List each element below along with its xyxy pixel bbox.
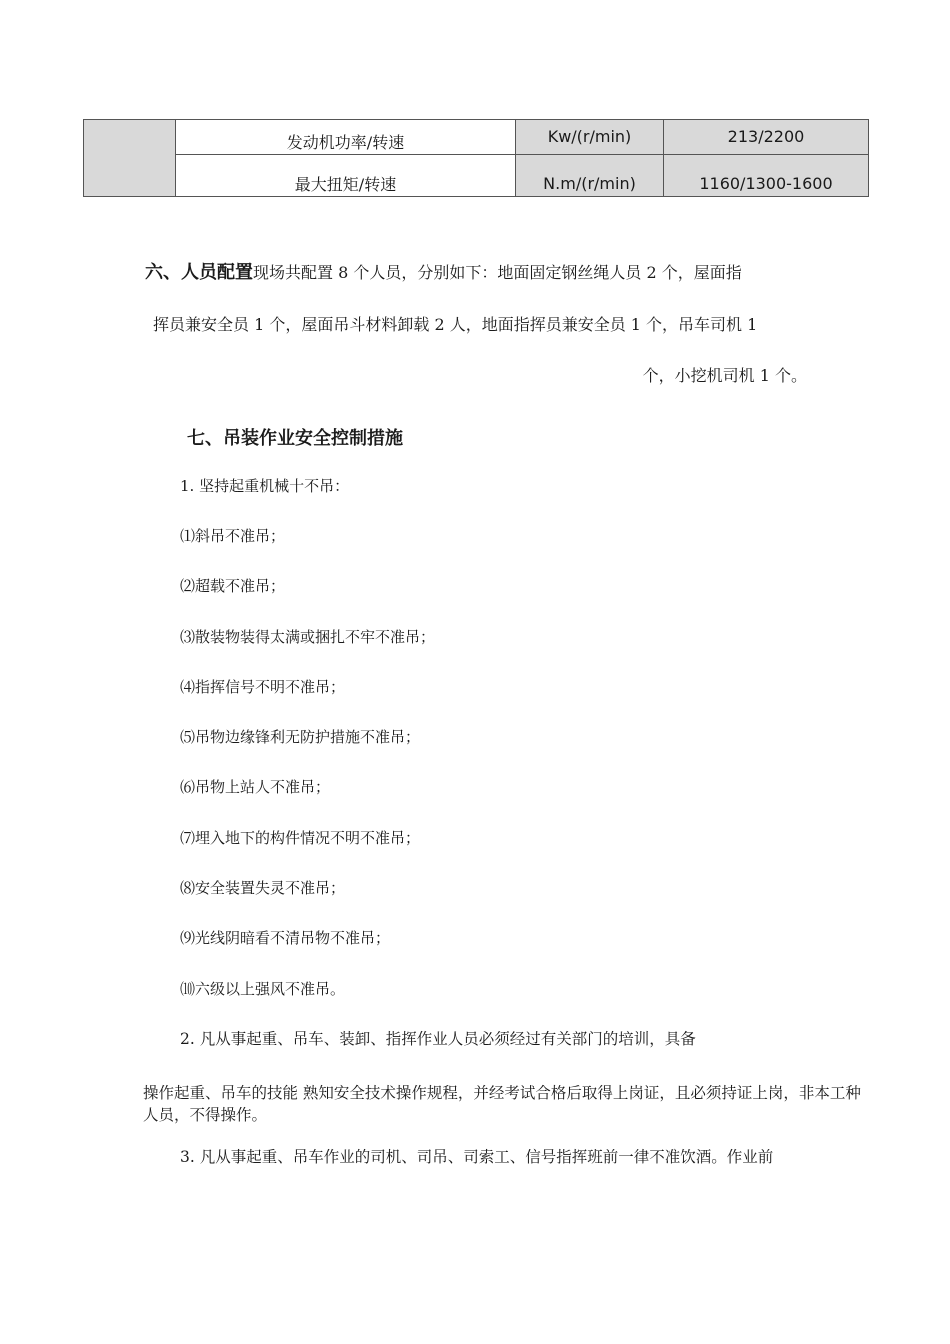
rule-item: ⑶散装物装得太满或捆扎不牢不准吊； [180, 628, 436, 646]
param-name-cell: 发动机功率/转速 [176, 120, 516, 155]
rule-item: ⑽六级以上强风不准吊。 [180, 980, 346, 998]
spec-table [83, 119, 869, 197]
section7-heading: 七、吊装作业安全控制措施 [187, 428, 403, 449]
section6-heading: 六、人员配置 [145, 262, 253, 283]
section6-paragraph [145, 261, 742, 285]
unit-cell: N.m/(r/min) [516, 155, 664, 197]
item1-title: 1. 坚持起重机械十不吊： [180, 477, 350, 495]
section6-text-line3: 个，小挖机司机 1 个。 [642, 366, 807, 385]
item2-line1: 2. 凡从事起重、吊车、装卸、指挥作业人员必须经过有关部门的培训，具备 [180, 1030, 696, 1048]
table-row [84, 120, 869, 155]
param-name-cell: 最大扭矩/转速 [176, 155, 516, 197]
rule-item: ⑸吊物边缘锋利无防护措施不准吊； [180, 728, 421, 746]
table-row [84, 155, 869, 197]
rule-item: ⑵超载不准吊； [180, 577, 286, 595]
section6-text-line2: 挥员兼安全员 1 个，屋面吊斗材料卸载 2 人，地面指挥员兼安全员 1 个，吊车司机 1 [153, 315, 758, 334]
unit-cell: Kw/(r/min) [516, 120, 664, 155]
value-cell: 1160/1300-1600 [664, 155, 869, 197]
value-cell: 213/2200 [664, 120, 869, 155]
rule-item: ⑹吊物上站人不准吊； [180, 778, 331, 796]
rule-item: ⑷指挥信号不明不准吊； [180, 678, 346, 696]
section6-text-line1: 现场共配置 8 个人员，分别如下：地面固定钢丝绳人员 2 个，屋面指 [253, 263, 742, 282]
blank-cell [84, 120, 176, 197]
rule-item: ⑴斜吊不准吊； [180, 527, 286, 545]
rule-item: ⑺埋入地下的构件情况不明不准吊； [180, 829, 421, 847]
item2-paragraph: 操作起重、吊车的技能 熟知安全技术操作规程，并经考试合格后取得上岗证，且必须持证上岗，非本工种人员，不得操作。 [143, 1084, 861, 1124]
rule-item: ⑼光线阴暗看不清吊物不准吊； [180, 929, 391, 947]
item3-line1: 3. 凡从事起重、吊车作业的司机、司吊、司索工、信号指挥班前一律不准饮酒。作业前 [180, 1148, 774, 1166]
rule-item: ⑻安全装置失灵不准吊； [180, 879, 346, 897]
